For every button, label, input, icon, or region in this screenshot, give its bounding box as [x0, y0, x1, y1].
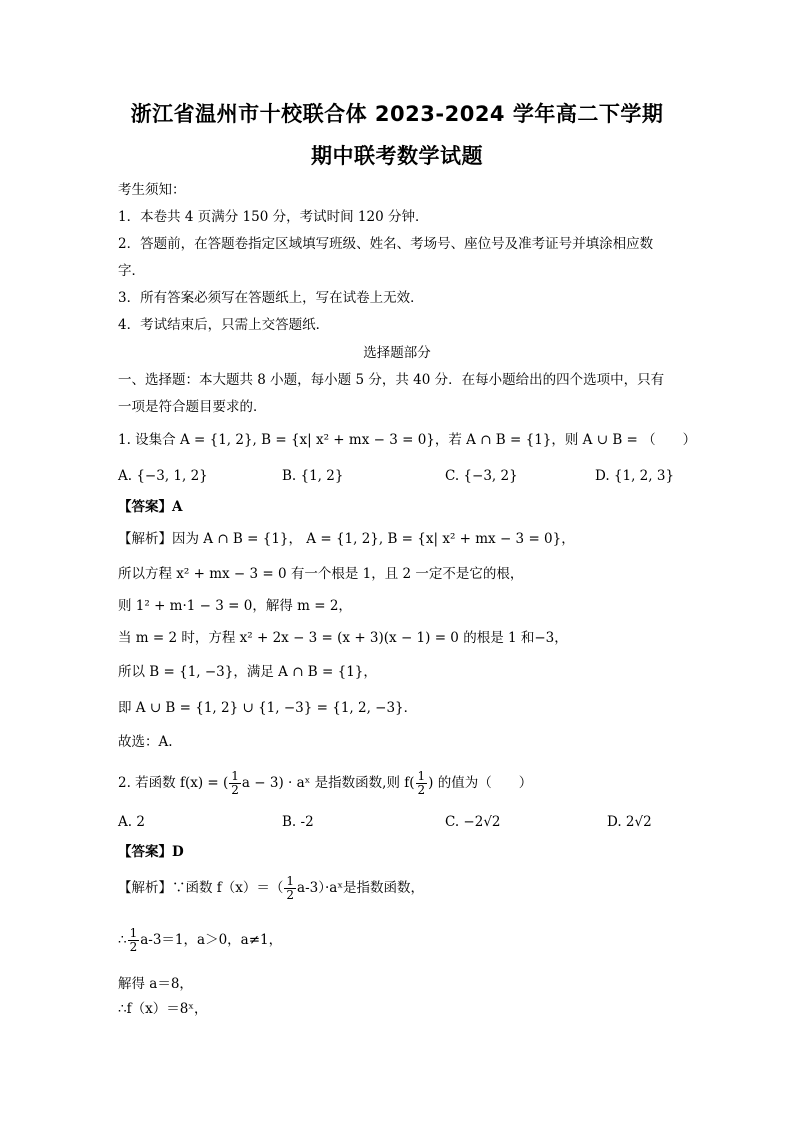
q1-analysis-1: 【解析】因为 A ∩ B = {1}， A = {1, 2}, B = {x| x² + mx − 3 = 0}，: [118, 531, 575, 547]
q1-conclusion: 故选：A.: [118, 734, 173, 750]
q2-analysis-1-pre: 【解析】∵函数 f（x）＝（: [118, 880, 284, 896]
fraction-numerator: 1: [129, 926, 138, 940]
q2-option-a: A. 2: [118, 814, 145, 830]
fraction-numerator: 1: [231, 769, 239, 783]
notice-item-2-cont: 字．: [118, 263, 145, 279]
q2-answer: 【答案】D: [118, 844, 184, 860]
section-intro-2: 一项是符合题目要求的．: [118, 399, 267, 415]
notice-item-3: 3．所有答案必须写在答题纸上，写在试卷上无效．: [118, 290, 424, 306]
notice-item-2: 2．答题前，在答题卷指定区域填写班级、姓名、考场号、座位号及准考证号并填涂相应数: [118, 236, 654, 252]
document-title-line2: 期中联考数学试题: [311, 144, 483, 168]
q2-fraction-2: [416, 770, 428, 797]
q1-analysis-6: 即 A ∪ B = {1, 2} ∪ {1, −3} = {1, 2, −3}．: [118, 700, 418, 716]
section-title: 选择题部分: [363, 345, 431, 361]
q2-analysis-1-post: a-3）·aˣ是指数函数，: [297, 880, 425, 896]
fraction-denominator: 2: [286, 888, 295, 902]
q2-analysis-fraction-2: [128, 927, 140, 954]
q1-option-b: B. {1, 2}: [282, 468, 344, 484]
q2-analysis-fraction-1: [284, 875, 296, 902]
fraction-numerator: 1: [286, 874, 295, 888]
q1-option-a: A. {−3, 1, 2}: [118, 468, 208, 484]
q1-option-d: D. {1, 2, 3}: [595, 468, 675, 484]
q1-analysis-2: 所以方程 x² + mx − 3 = 0 有一个根是 1，且 2 一定不是它的根，: [118, 566, 524, 582]
q2-option-d: D. 2√2: [607, 814, 652, 830]
notice-heading: 考生须知：: [118, 182, 186, 198]
q2-option-c: C. −2√2: [445, 814, 501, 830]
q2-stem-pre: 2. 若函数 f(x) = (: [118, 775, 229, 791]
notice-item-4: 4．考试结束后，只需上交答题纸．: [118, 317, 330, 333]
q2-analysis-1: [118, 873, 688, 903]
notice-item-1: 1．本卷共 4 页满分 150 分，考试时间 120 分钟．: [118, 209, 429, 225]
q2-analysis-4: ∴f（x）＝8ˣ，: [118, 1001, 208, 1017]
document-title-line1: 浙江省温州市十校联合体 2023-2024 学年高二下学期: [130, 102, 664, 126]
q1-stem: 1. 设集合 A = {1, 2}, B = {x| x² + mx − 3 = 0}，若 A ∩ B = {1}，则 A ∪ B = （ ）: [118, 432, 697, 448]
q2-stem-post: ) 的值为（ ）: [428, 775, 533, 791]
q1-analysis-4: 当 m = 2 时，方程 x² + 2x − 3 = (x + 3)(x − 1) = 0 的根是 1 和−3，: [118, 630, 568, 646]
q2-analysis-3: 解得 a＝8，: [118, 976, 193, 992]
q2-fraction-1: [229, 770, 241, 797]
fraction-denominator: 2: [417, 783, 426, 797]
q2-stem-mid: a − 3) · aˣ 是指数函数,则 f(: [241, 775, 415, 791]
fraction-denominator: 2: [129, 940, 138, 954]
q2-stem: [118, 768, 688, 798]
therefore-symbol: ∴: [118, 932, 127, 948]
q1-analysis-5: 所以 B = {1, −3}，满足 A ∩ B = {1}，: [118, 664, 377, 680]
q1-analysis-3: 则 1² + m·1 − 3 = 0，解得 m = 2，: [118, 598, 352, 614]
section-intro-1: 一、选择题：本大题共 8 小题，每小题 5 分，共 40 分．在每小题给出的四个选项中，只有: [118, 372, 665, 388]
fraction-numerator: 1: [417, 769, 426, 783]
q1-answer: 【答案】A: [118, 499, 183, 515]
q2-option-b: B. -2: [282, 814, 314, 830]
q1-option-c: C. {−3, 2}: [445, 468, 518, 484]
q2-analysis-2: [118, 925, 688, 955]
fraction-denominator: 2: [231, 783, 239, 797]
q2-analysis-2-post: a-3＝1，a＞0，a≠1，: [140, 932, 283, 948]
